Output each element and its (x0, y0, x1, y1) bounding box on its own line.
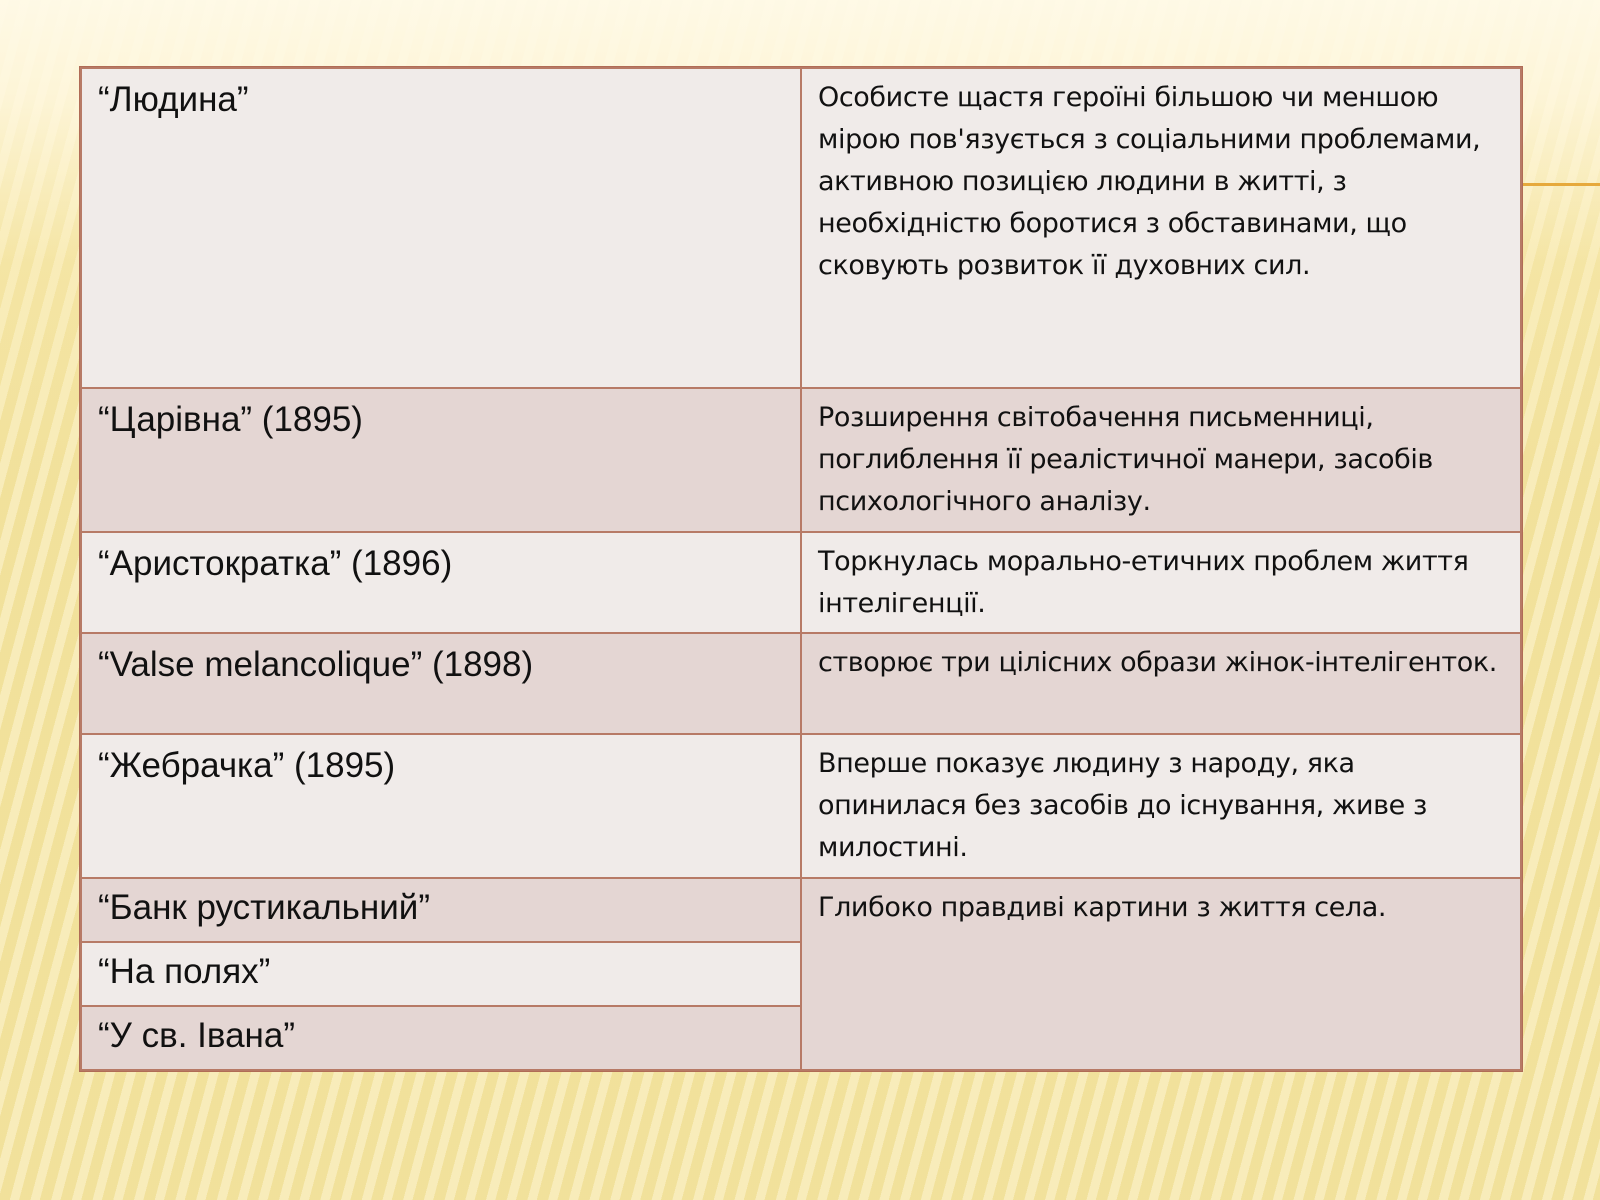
table-row (81, 532, 1521, 633)
work-title: “Людина” (81, 68, 801, 388)
work-description: Торкнулась морально-етичних проблем життя інтелігенції. (801, 532, 1521, 633)
work-description: Глибоко правдиві картини з життя села. (801, 878, 1521, 1070)
work-title: “Valse melancolique” (1898) (81, 633, 801, 734)
work-title: “Царівна” (1895) (81, 388, 801, 532)
work-description: Розширення світобачення письменниці, поглиблення її реалістичної манери, засобів психологічного аналізу. (801, 388, 1521, 532)
accent-line (1520, 183, 1600, 186)
works-table (80, 67, 1522, 1071)
work-title: “Аристократка” (1896) (81, 532, 801, 633)
work-description: створює три цілісних образи жінок-інтелігенток. (801, 633, 1521, 734)
table-row (81, 633, 1521, 734)
work-title: “У св. Івана” (81, 1006, 801, 1070)
table-row (81, 878, 1521, 942)
work-description: Вперше показує людину з народу, яка опинилася без засобів до існування, живе з милостині. (801, 734, 1521, 878)
table-row (81, 734, 1521, 878)
work-title: “Жебрачка” (1895) (81, 734, 801, 878)
table-row (81, 68, 1521, 388)
work-title: “Банк рустикальний” (81, 878, 801, 942)
work-title: “На полях” (81, 942, 801, 1006)
work-description: Особисте щастя героїні більшою чи меншою мірою пов'язується з соціальними проблемами, активною позицією людини в житті, з необхідністю боротися з обставинами, що сковують розвиток її духовних сил. (801, 68, 1521, 388)
table-row (81, 388, 1521, 532)
